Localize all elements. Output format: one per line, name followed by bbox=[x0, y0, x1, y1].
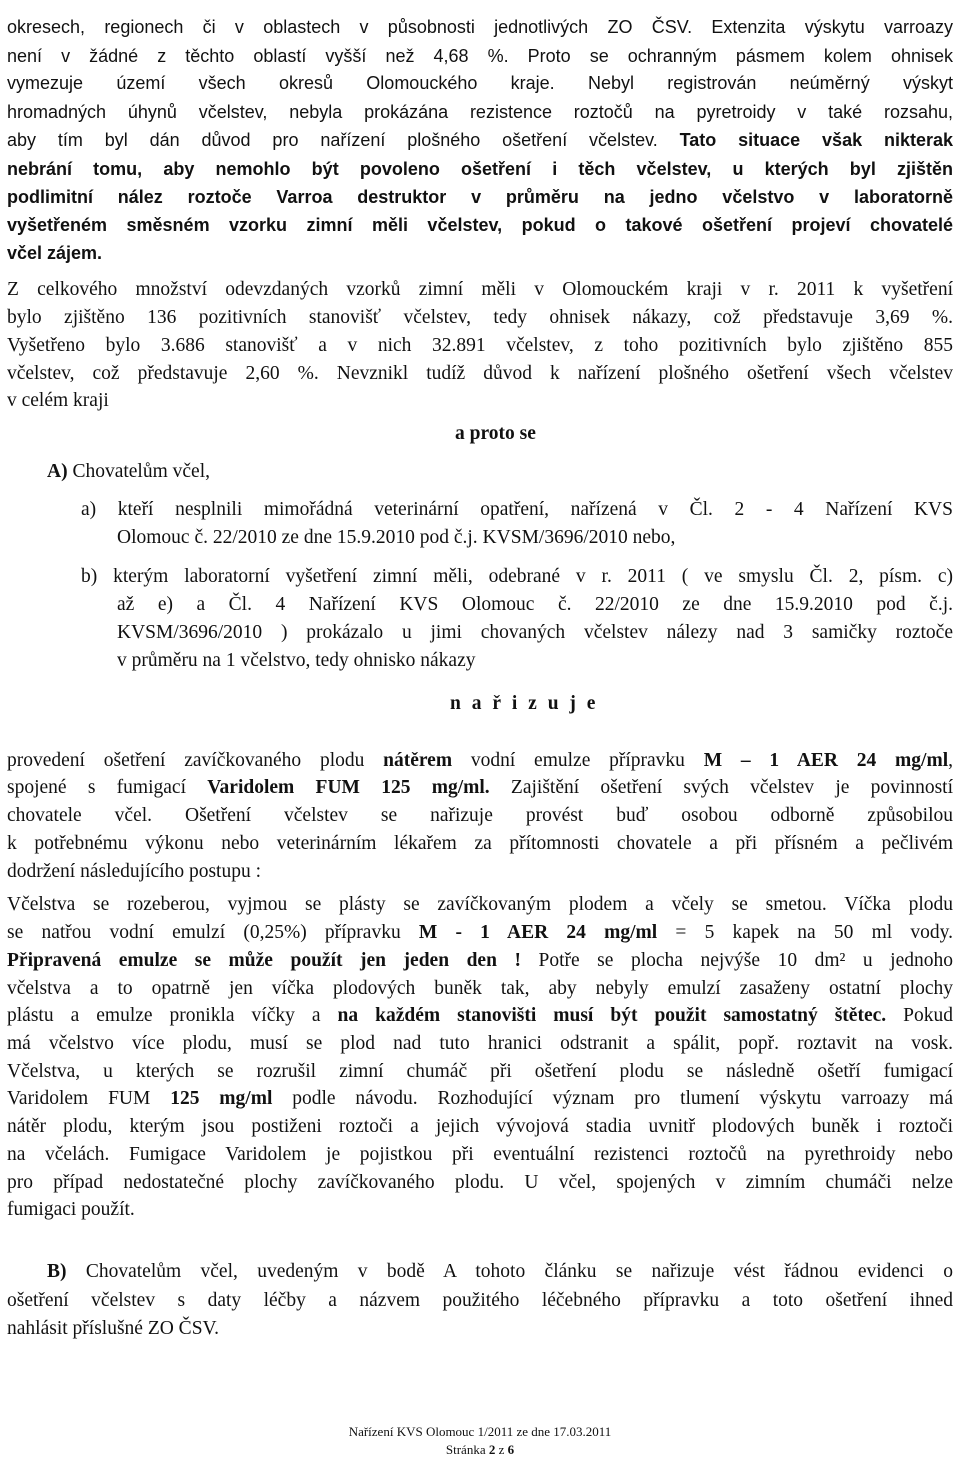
page-current: 2 bbox=[488, 1442, 496, 1457]
bold-text: nebrání tomu, aby nemohlo být povoleno ošetření i těch včelstev, u kterých byl zjištěn bbox=[7, 159, 953, 179]
text-segment: není v žádné z těchto oblastí vyšší než 4,68 %. Proto se ochranným pásmem kolem ohnisek bbox=[7, 46, 953, 66]
text-segment: Včelstva, u kterých se rozrušil zimní chumáč při ošetření plodu se následně ošetří fumigací bbox=[7, 1061, 953, 1082]
text-line bbox=[7, 103, 953, 121]
text-segment: Vyšetřeno bylo 3.686 stanovišť a v nich 32.891 včelstev, z toho pozitivních bylo zjištěno 855 bbox=[7, 335, 953, 356]
text-segment: b) kterým laboratorní vyšetření zimní měli, odebrané v r. 2011 ( ve smyslu Čl. 2, písm. c) bbox=[81, 566, 953, 587]
text-line bbox=[7, 1145, 953, 1165]
text-line bbox=[117, 623, 953, 643]
text-line bbox=[7, 1062, 953, 1082]
text-line bbox=[7, 979, 953, 999]
text-segment: fumigaci použít. bbox=[7, 1199, 135, 1220]
bold-text: na každém stanovišti musí být použit samostatný štětec. bbox=[337, 1005, 887, 1026]
text-segment: v celém kraji bbox=[7, 390, 109, 411]
text-line bbox=[7, 895, 953, 915]
text-segment: spojené s fumigací bbox=[7, 777, 208, 798]
text-segment: Včelstva se rozeberou, vyjmou se plásty se zavíčkovaným plodem a včely se smetou. Víčka plodu bbox=[7, 894, 953, 915]
text-segment: hromadných úhynů včelstev, nebyla prokázána rezistence roztočů na pyretroidy v také rozsahu, bbox=[7, 102, 953, 122]
text-line bbox=[7, 364, 953, 384]
text-line bbox=[7, 1291, 953, 1311]
bold-text: M - 1 AER 24 mg/ml bbox=[418, 922, 658, 943]
text-line bbox=[7, 1034, 953, 1054]
bold-text: a proto se bbox=[455, 423, 536, 444]
text-segment: okresech, regionech či v oblastech v působnosti jednotlivých ZO ČSV. Extenzita výskytu varroazy bbox=[7, 17, 953, 37]
text-line bbox=[7, 308, 953, 328]
text-segment: Zajištění ošetření svých včelstev je povinností bbox=[489, 777, 953, 798]
text-segment: a) kteří nesplnili mimořádná veterinární opatření, nařízená v Čl. 2 - 4 Nařízení KVS bbox=[81, 499, 953, 520]
text-line bbox=[7, 1089, 953, 1109]
text-segment: plástu a emulze pronikla víčky a bbox=[7, 1005, 338, 1026]
text-segment: k potřebnému výkonu nebo veterinárním lékařem za přítomnosti chovatele a při přísném a pečlivém bbox=[7, 833, 953, 854]
text-segment: chovatele včel. Ošetření včelstev se nařizuje provést buď osobou odborně způsobilou bbox=[7, 805, 953, 826]
text-segment: vymezuje území všech okresů Olomouckého kraje. Nebyl registrován neúměrný výskyt bbox=[7, 73, 953, 93]
page-of: z bbox=[498, 1442, 505, 1457]
text-segment: Varidolem FUM bbox=[7, 1088, 171, 1109]
text-segment: včelstev, což představuje 2,60 %. Nevznikl tudíž důvod k nařízení plošného ošetření všech včelstev bbox=[7, 363, 953, 384]
text-line bbox=[7, 834, 953, 854]
bold-text: vyšetřeném směsném vzorku zimní měli včelstev, pokud o takové ošetření projeví chovatelé bbox=[7, 215, 953, 235]
text-line bbox=[7, 74, 953, 92]
text-line bbox=[81, 567, 953, 587]
text-line bbox=[7, 336, 953, 356]
text-segment: se natřou vodní emulzí (0,25%) přípravku bbox=[7, 922, 419, 943]
text-segment: bylo zjištěno 136 pozitivních stanovišť včelstev, tedy ohnisek nákazy, což představuje 3,69 %. bbox=[7, 307, 953, 328]
text-segment: Chovatelům včel, bbox=[67, 461, 211, 482]
text-segment: podle návodu. Rozhodující význam pro tlumení výskytu varroazy má bbox=[272, 1088, 953, 1109]
bold-text: A) bbox=[47, 461, 68, 482]
text-line bbox=[7, 923, 953, 943]
bold-text: Tato situace však nikterak bbox=[679, 130, 953, 150]
text-segment: dodržení následujícího postupu : bbox=[7, 861, 261, 882]
text-segment: Chovatelům včel, uvedeným v bodě A tohoto článku se nařizuje vést řádnou evidenci o bbox=[66, 1261, 953, 1282]
text-segment: KVSM/3696/2010 ) prokázalo u jimi chovaných včelstev nálezy nad 3 samičky roztoče bbox=[117, 622, 953, 643]
text-segment: Z celkového množství odevzdaných vzorků zimní měli v Olomouckém kraji v r. 2011 k vyšetření bbox=[7, 279, 953, 300]
text-line bbox=[7, 47, 953, 65]
text-line bbox=[81, 500, 953, 520]
text-line bbox=[7, 806, 953, 826]
bold-text: n a ř i z u j e bbox=[450, 693, 599, 714]
text-line bbox=[7, 1173, 953, 1193]
bold-text: Varidolem FUM 125 mg/ml. bbox=[207, 777, 490, 798]
text-line bbox=[47, 1262, 953, 1282]
text-segment: nahlásit příslušné ZO ČSV. bbox=[7, 1318, 219, 1339]
text-segment: provedení ošetření zavíčkovaného plodu bbox=[7, 750, 384, 771]
text-segment: má včelstvo více plodu, musí se plod nad tuto hranici odstranit a spálit, popř. roztavit na vosk. bbox=[7, 1033, 953, 1054]
text-line bbox=[7, 18, 953, 36]
text-line bbox=[7, 160, 953, 178]
text-line bbox=[7, 131, 953, 149]
text-segment: = 5 kapek na 50 ml vody. bbox=[657, 922, 953, 943]
bold-text: včel zájem. bbox=[7, 243, 103, 263]
text-line bbox=[117, 528, 675, 548]
text-line bbox=[117, 651, 476, 671]
text-segment: nátěr plodu, kterým jsou postiženi roztoči a jejich vývojová stadia uvnitř plodových buněk i roztoči bbox=[7, 1116, 953, 1137]
bold-text: podlimitní nález roztoče Varroa destruktor v průměru na jedno včelstvo v laboratorně bbox=[7, 187, 953, 207]
text-line bbox=[117, 595, 953, 615]
footer-title: Nařízení KVS Olomouc 1/2011 ze dne 17.03.2011 bbox=[348, 1424, 612, 1439]
text-line bbox=[7, 391, 109, 411]
text-segment: Olomouc č. 22/2010 ze dne 15.9.2010 pod č.j. KVSM/3696/2010 nebo, bbox=[117, 527, 676, 548]
text-line bbox=[7, 1117, 953, 1137]
text-segment: včelstva a to opatrně jen víčka plodových buněk tak, aby nebyly emulzí zasaženy ostatní plochy bbox=[7, 978, 953, 999]
bold-text: M – 1 AER 24 mg/ml bbox=[703, 750, 949, 771]
page-label: Stránka bbox=[445, 1442, 486, 1457]
text-line bbox=[7, 1200, 135, 1220]
page-total: 6 bbox=[507, 1442, 515, 1457]
text-line bbox=[450, 694, 598, 714]
bold-text: B) bbox=[47, 1261, 67, 1282]
text-line bbox=[7, 1319, 219, 1339]
bold-text: 125 mg/ml bbox=[170, 1088, 273, 1109]
text-line bbox=[7, 188, 953, 206]
text-segment: v průměru na 1 včelstvo, tedy ohnisko nákazy bbox=[117, 650, 476, 671]
text-segment: , bbox=[948, 750, 953, 771]
text-line bbox=[7, 244, 102, 262]
text-line bbox=[7, 280, 953, 300]
text-segment: Pokud bbox=[886, 1005, 953, 1026]
text-line bbox=[47, 462, 210, 482]
text-line bbox=[7, 751, 953, 771]
text-segment: ošetření včelstev s daty léčby a názvem použitého léčebného přípravku a toto ošetření ihned bbox=[7, 1290, 953, 1311]
text-segment: aby tím byl dán důvod pro nařízení plošného ošetření včelstev. bbox=[7, 130, 680, 150]
bold-text: nátěrem bbox=[383, 750, 453, 771]
text-line bbox=[7, 216, 953, 234]
footer-page-number bbox=[0, 1443, 960, 1456]
text-segment: až e) a Čl. 4 Nařízení KVS Olomouc č. 22/2010 ze dne 15.9.2010 pod č.j. bbox=[117, 594, 953, 615]
text-line bbox=[7, 778, 953, 798]
text-segment: Potře se plocha nejvýše 10 dm² u jednoho bbox=[520, 950, 953, 971]
text-line bbox=[7, 951, 953, 971]
text-line bbox=[455, 424, 536, 444]
text-segment: pro případ nedostatečné plochy zavíčkovaného plodu. U včel, spojených v zimním chumáči nelze bbox=[7, 1172, 953, 1193]
bold-text: Připravená emulze se může použít jen jeden den ! bbox=[7, 950, 521, 971]
text-segment: vodní emulze přípravku bbox=[452, 750, 704, 771]
text-line bbox=[7, 862, 261, 882]
text-segment: na včelách. Fumigace Varidolem je pojistkou při eventuální rezistenci roztočů na pyrethroidy nebo bbox=[7, 1144, 953, 1165]
text-line bbox=[7, 1006, 953, 1026]
